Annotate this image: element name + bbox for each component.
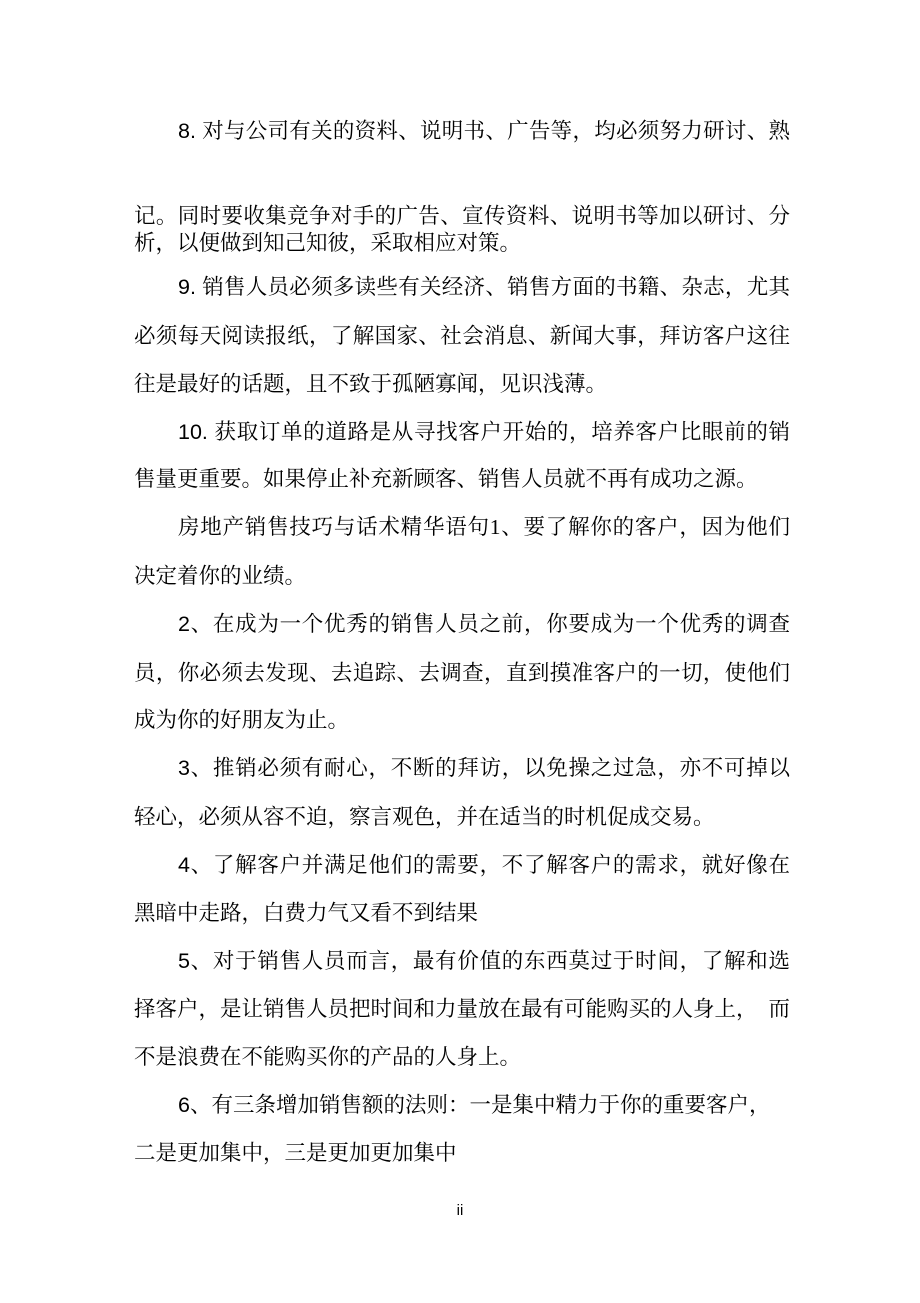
text-line (134, 230, 790, 257)
line-text: 记。同时要收集竞争对手的广告、宣传资料、说明书等加以研讨、分 (134, 204, 790, 228)
list-number: 6、 (178, 1093, 212, 1117)
list-number: 4、 (178, 853, 213, 877)
line-text: 有三条增加销售额的法则：一是集中精力于你的重要客户， (211, 1093, 771, 1117)
text-line (178, 419, 790, 446)
text-line (178, 852, 790, 879)
line-text: 往是最好的话题，且不致于孤陋寡闻，见识浅薄。 (134, 372, 608, 396)
line-text: 员，你必须去发现、去追踪、去调查，直到摸准客户的一切，使他们 (134, 661, 790, 685)
line-text: 推销必须有耐心，不断的拜访，以免操之过急，亦不可掉以 (212, 756, 790, 780)
list-number: 9. (178, 275, 203, 299)
line-text-part: 择客户，是让销售人员把时间和力量放在最有可能购买的人身上， (134, 997, 758, 1021)
line-text: 二是更加集中，三是更加更加集中 (134, 1141, 457, 1165)
line-text: 了解客户并满足他们的需要，不了解客户的需求，就好像在 (212, 853, 790, 877)
line-text: 析，以便做到知己知彼，采取相应对策。 (134, 231, 522, 255)
text-line (134, 996, 790, 1023)
page-number: ii (456, 1202, 464, 1219)
text-line (178, 755, 790, 782)
line-text: 在成为一个优秀的销售人员之前，你要成为一个优秀的调查 (212, 612, 790, 636)
line-text: 房地产销售技巧与话术精华语句1、要了解你的客户，因为他们 (178, 515, 790, 539)
text-line (134, 660, 790, 687)
text-line (134, 323, 790, 350)
line-text: 成为你的好朋友为止。 (134, 708, 350, 732)
text-line (134, 707, 790, 734)
text-line (134, 466, 790, 493)
line-text: 售量更重要。如果停止补充新顾客、销售人员就不再有成功之源。 (134, 467, 758, 491)
text-line (134, 900, 790, 927)
text-line (178, 1092, 790, 1119)
line-text: 销售人员必须多读些有关经济、销售方面的书籍、杂志，尤其 (202, 275, 790, 299)
line-text: 轻心，必须从容不迫，察言观色，并在适当的时机促成交易。 (134, 805, 715, 829)
text-line (134, 371, 790, 398)
line-text: 必须每天阅读报纸，了解国家、社会消息、新闻大事，拜访客户这往 (134, 324, 790, 348)
text-line (134, 203, 790, 230)
line-text-part: 而 (768, 997, 790, 1021)
line-text: 不是浪费在不能购买你的产品的人身上。 (134, 1045, 522, 1069)
line-text: 黑暗中走路，白费力气又看不到结果 (134, 901, 479, 925)
list-number: 10. (178, 420, 215, 444)
list-number: 5、 (178, 949, 213, 973)
text-line (178, 274, 790, 301)
text-line (134, 804, 790, 831)
line-text: 对与公司有关的资料、说明书、广告等，均必须努力研讨、熟 (202, 119, 790, 143)
line-text: 对于销售人员而言，最有价值的东西莫过于时间，了解和选 (212, 949, 790, 973)
line-text: 获取订单的道路是从寻找客户开始的，培养客户比眼前的销 (214, 420, 790, 444)
list-number: 2、 (178, 612, 213, 636)
text-line (178, 514, 790, 541)
text-line (178, 611, 790, 638)
text-line (178, 118, 790, 145)
text-line (178, 948, 790, 975)
text-line (134, 563, 790, 590)
line-text: 决定着你的业绩。 (134, 564, 307, 588)
text-line (134, 1140, 790, 1167)
list-number: 3、 (178, 756, 213, 780)
text-line (134, 1044, 790, 1071)
list-number: 8. (178, 119, 203, 143)
